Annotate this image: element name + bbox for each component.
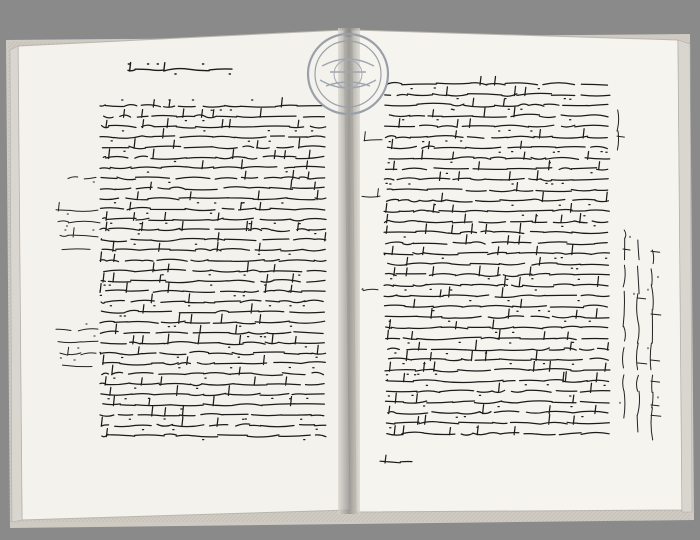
gutter (338, 28, 360, 514)
right-page (352, 30, 682, 512)
